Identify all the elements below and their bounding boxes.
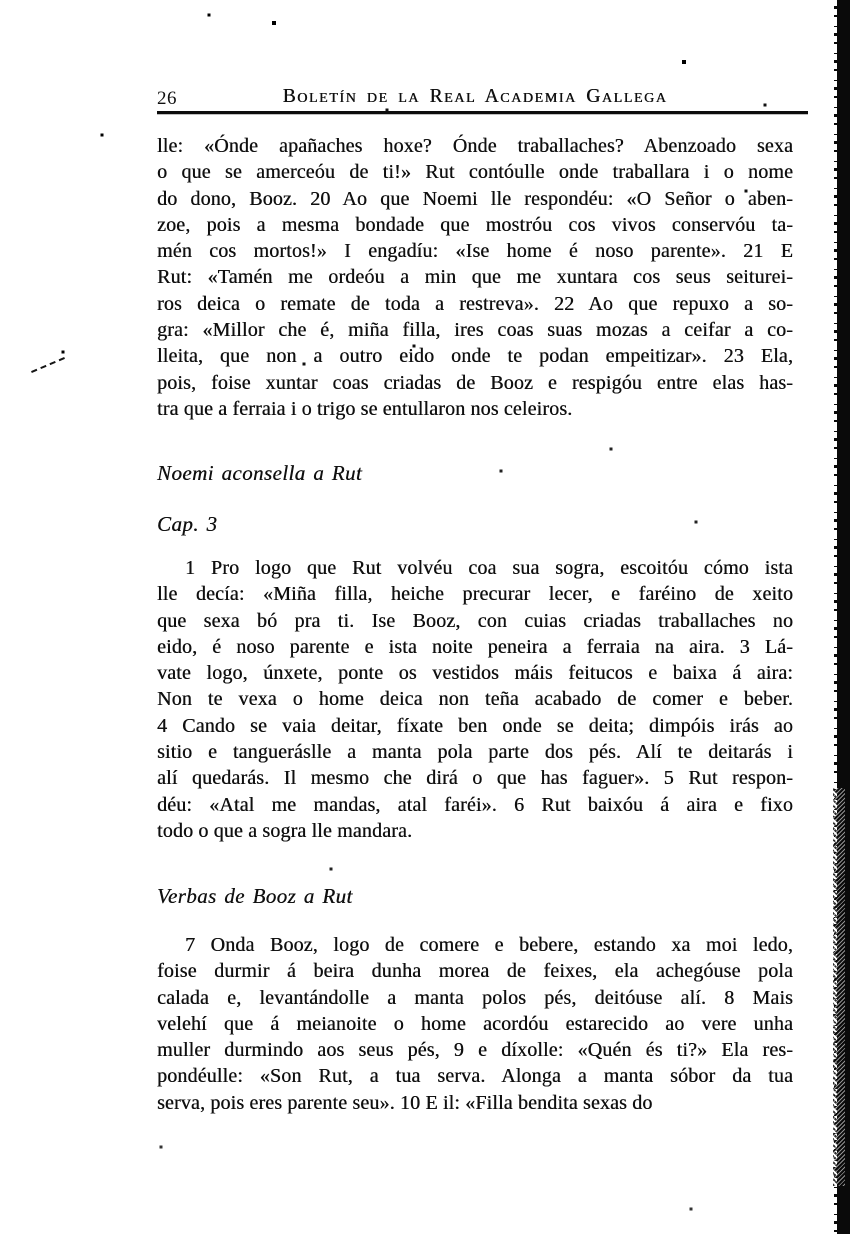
page-header (157, 86, 793, 110)
section-heading-noemi-aconsella-a-rut: Noemi aconsella a Rut (157, 461, 363, 485)
scan-artifact-speckles (0, 0, 2, 2)
paragraph-ruth-ch3-v1-6: 1 Pro logo que Rut volvéu coa sua sogra, escoitóu cómo ista lle decía: «Miña filla, heiche precurar lecer, e faréino de xeito que sexa bó pra ti. Ise Booz, con cuias criadas traballaches no eido, é noso parente e ista noite peneira a ferraia na aira. 3 Lá- vate logo, únxete, ponte os vestidos máis feitucos e baixa á aira: Non te vexa o home deica non teña acabado de comer e beber. 4 Cando se vaia deitar, fíxate ben onde se deita; dimpóis irás ao sitio e tangueráslle a manta pola parte dos pés. Alí te deitarás i alí quedarás. Il mesmo che dirá o que has faguer». 5 Rut respon- déu: «Atal me mandas, atal faréi». 6 Rut baixóu á aira e fixo todo o que a sogra lle mandara. (157, 557, 793, 842)
page-number: 26 (157, 88, 177, 109)
paragraph-ruth-ch2-end: lle: «Ónde apañaches hoxe? Ónde traballaches? Abenzoado sexa o que se amerceóu de ti!» Rut contóulle onde traballara i o nome do dono, Booz. 20 Ao que Noemi lle respondéu: «O Señor o aben- zoe, pois a mesma bondade que mostróu cos vivos conservóu ta- mén cos mortos!» I engadíu: «Ise home é noso parente». 21 E Rut: «Tamén me ordeóu a min que me xuntara cos seus seiturei- ros deica o remate de toda a restreva». 22 Ao que repuxo a so- gra: «Millor che é, miña filla, ires coas suas mozas a ceifar a co- lleita, que non a outro eido onde te podan empeitizar». 23 Ela, pois, foise xuntar coas criadas de Booz e respigóu entre elas has- tra que a ferraia i o trigo se entullaron nos celeiros. (157, 135, 793, 420)
scan-artifact-diagonal-mark (31, 357, 65, 373)
chapter-heading-cap-3: Cap. 3 (157, 512, 218, 536)
header-rule (157, 111, 808, 114)
journal-title: Boletín de la Real Academia Gallega (282, 86, 668, 107)
paragraph-ruth-ch3-v7-10: 7 Onda Booz, logo de comere e bebere, estando xa moi ledo, foise durmir á beira dunha morea de feixes, ela achegóuse pola calada e, levantándolle a manta polos pés, deitóuse alí. 8 Mais velehí que á meianoite o home acordóu estarecido ao vere unha muller durmindo aos seus pés, 9 e díxolle: «Quén és ti?» Ela res- pondéulle: «Son Rut, a tua serva. Alonga a manta sóbor da tua serva, pois eres parente seu». 10 E il: «Filla bendita sexas do (157, 934, 793, 1114)
scan-artifact-edge-noise (833, 788, 845, 1186)
section-heading-verbas-de-booz-a-rut: Verbas de Booz a Rut (157, 884, 353, 908)
